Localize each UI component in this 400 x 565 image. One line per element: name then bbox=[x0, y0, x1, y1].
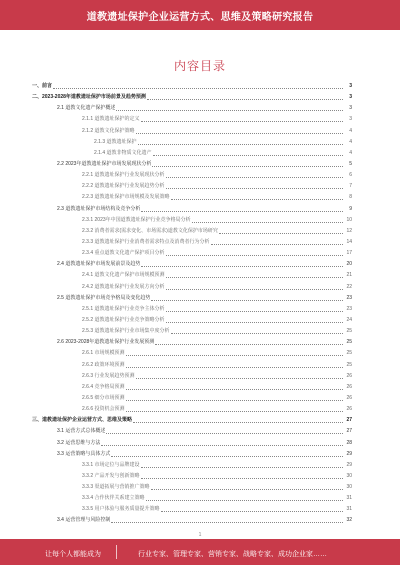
toc-entry-page: 27 bbox=[346, 428, 352, 435]
toc-leader-dots bbox=[106, 432, 343, 434]
toc-entry[interactable] bbox=[32, 127, 352, 136]
toc-leader-dots bbox=[126, 388, 343, 390]
toc-leader-dots bbox=[153, 154, 343, 156]
toc-leader-dots bbox=[126, 366, 343, 368]
toc-entry-title: 2.4.2 道教遗址保护行业发展方向分析 bbox=[82, 283, 165, 290]
toc-entry-page: 4 bbox=[349, 127, 352, 134]
toc-leader-dots bbox=[141, 477, 343, 479]
toc-entry-page: 26 bbox=[346, 394, 352, 401]
toc-entry-page: 4 bbox=[349, 138, 352, 145]
toc-entry-title: 3.3 运营策略与具体方式 bbox=[57, 450, 111, 457]
toc-entry-title: 3.3.1 市场定位与品牌建设 bbox=[82, 461, 140, 468]
toc-entry[interactable] bbox=[32, 171, 352, 180]
toc-leader-dots bbox=[171, 332, 343, 334]
toc-entry-title: 2.1.3 道教遗址保护 bbox=[94, 138, 137, 145]
toc-leader-dots bbox=[166, 321, 343, 323]
toc-entry[interactable] bbox=[32, 93, 352, 102]
toc-entry[interactable] bbox=[32, 516, 352, 525]
toc-entry-page: 31 bbox=[346, 506, 352, 513]
toc-entry-title: 2.5 道教遗址保护市场竞争格局及变化趋势 bbox=[57, 294, 151, 301]
toc-entry-page: 26 bbox=[346, 383, 352, 390]
footer-divider bbox=[116, 545, 117, 559]
toc-leader-dots bbox=[166, 176, 343, 178]
toc-entry-page: 7 bbox=[349, 183, 352, 190]
toc-title: 内容目录 bbox=[173, 59, 226, 73]
toc-entry[interactable] bbox=[32, 104, 352, 113]
footer-slogan: 让每个人都能成为 bbox=[45, 551, 101, 558]
toc-entry[interactable] bbox=[32, 338, 352, 347]
toc-entry-title: 2.2 2023年道教遗址保护市场发展现状分析 bbox=[57, 160, 152, 167]
toc-leader-dots bbox=[111, 455, 343, 457]
toc-entry[interactable] bbox=[32, 483, 352, 492]
toc-entry-page: 3 bbox=[349, 105, 352, 112]
toc-entry[interactable] bbox=[32, 439, 352, 448]
toc-entry[interactable] bbox=[32, 227, 352, 236]
toc-entry-page: 5 bbox=[349, 160, 352, 167]
toc-entry-title: 2.6.5 细分市场预测 bbox=[82, 394, 125, 401]
toc-entry-page: 31 bbox=[346, 495, 352, 502]
toc-entry-title: 3.3.2 产品开发与创新策略 bbox=[82, 472, 140, 479]
toc-entry-page: 25 bbox=[346, 350, 352, 357]
toc-leader-dots bbox=[166, 288, 343, 290]
toc-entry-page: 23 bbox=[346, 305, 352, 312]
toc-entry-title: 2.1 道教文化遗产保护概述 bbox=[57, 105, 116, 112]
toc-leader-dots bbox=[151, 488, 343, 490]
toc-leader-dots bbox=[141, 466, 343, 468]
toc-leader-dots bbox=[141, 210, 343, 212]
toc-leader-dots bbox=[141, 120, 343, 122]
toc-entry[interactable] bbox=[32, 405, 352, 414]
toc-leader-dots bbox=[166, 310, 343, 312]
toc-entry-page: 3 bbox=[349, 83, 352, 89]
toc-entry[interactable] bbox=[32, 361, 352, 370]
toc-entry-title: 3.4 运营管理与风险控制 bbox=[57, 517, 111, 524]
toc-entry-page: 9 bbox=[349, 205, 352, 212]
toc-leader-dots bbox=[151, 299, 343, 301]
toc-leader-dots bbox=[152, 165, 343, 167]
toc-entry-page: 25 bbox=[346, 328, 352, 335]
toc-entry-page: 29 bbox=[346, 450, 352, 457]
toc-entry-page: 28 bbox=[346, 439, 352, 446]
toc-entry[interactable] bbox=[32, 249, 352, 258]
toc-entry[interactable] bbox=[32, 472, 352, 481]
footer-tagline: 行业专家、管理专家、营销专家、战略专家、成功企业家…… bbox=[138, 551, 327, 558]
toc-entry-title: 2.3.2 消费者需求(需求变化、市场需求)道教文化保护市场研究 bbox=[82, 227, 218, 234]
toc-entry[interactable] bbox=[32, 294, 352, 303]
toc-leader-dots bbox=[133, 421, 343, 423]
toc-entry[interactable] bbox=[32, 149, 352, 158]
toc-entry[interactable] bbox=[32, 271, 352, 280]
toc-leader-dots bbox=[166, 187, 343, 189]
toc-leader-dots bbox=[138, 143, 343, 145]
table-of-contents bbox=[32, 82, 352, 526]
toc-entry[interactable] bbox=[32, 305, 352, 314]
toc-leader-dots bbox=[126, 399, 343, 401]
toc-entry-title: 2.6.1 市场规模预测 bbox=[82, 350, 125, 357]
page-number: 1 bbox=[198, 532, 202, 538]
toc-entry-title: 2.6 2023-2028年道教遗址保护行业发展预测 bbox=[57, 339, 155, 346]
toc-leader-dots bbox=[166, 276, 343, 278]
toc-entry-page: 22 bbox=[346, 283, 352, 290]
toc-entry[interactable] bbox=[32, 349, 352, 358]
toc-leader-dots bbox=[53, 87, 343, 89]
toc-entry-page: 24 bbox=[346, 316, 352, 323]
toc-entry[interactable] bbox=[32, 450, 352, 459]
toc-entry-title: 3.2 运营思维与方法 bbox=[57, 439, 101, 446]
page-footer bbox=[0, 539, 400, 565]
report-title: 道教遗址保护企业运营方式、思维及策略研究报告 bbox=[86, 11, 314, 23]
toc-leader-dots bbox=[141, 265, 343, 267]
toc-entry-title: 一、前言 bbox=[32, 83, 53, 89]
toc-entry[interactable] bbox=[32, 260, 352, 269]
toc-entry-page: 10 bbox=[346, 216, 352, 223]
toc-entry-title: 2.4 道教遗址保护市场发展前景及趋势 bbox=[57, 261, 141, 268]
toc-entry-page: 25 bbox=[346, 339, 352, 346]
toc-entry[interactable] bbox=[32, 138, 352, 147]
toc-entry-page: 25 bbox=[346, 361, 352, 368]
toc-entry-title: 2.2.2 道教遗址保护行业发展趋势分析 bbox=[82, 183, 165, 190]
toc-leader-dots bbox=[147, 98, 343, 100]
toc-entry-title: 2.3.1 2023年中国道教遗址保护行业竞争格局分析 bbox=[82, 216, 191, 223]
toc-leader-dots bbox=[219, 232, 343, 234]
toc-entry-title: 2.6.6 投资机会预测 bbox=[82, 406, 125, 413]
toc-entry-title: 2.6.4 竞争格局预测 bbox=[82, 383, 125, 390]
toc-entry-page: 29 bbox=[346, 461, 352, 468]
toc-entry-title: 2.2.1 道教遗址保护行业发展现状分析 bbox=[82, 172, 165, 179]
toc-leader-dots bbox=[171, 198, 343, 200]
toc-leader-dots bbox=[101, 444, 343, 446]
toc-entry-page: 21 bbox=[346, 272, 352, 279]
toc-entry-title: 2.4.1 道教文化遗产保护市场规模预测 bbox=[82, 272, 165, 279]
toc-entry[interactable] bbox=[32, 427, 352, 436]
toc-entry-title: 2.1.4 道教非物质文化遗产 bbox=[94, 149, 152, 156]
toc-entry-title: 2.5.3 道教遗址保护行业市场集中度分析 bbox=[82, 328, 170, 335]
toc-entry-page: 23 bbox=[346, 294, 352, 301]
toc-entry[interactable] bbox=[32, 327, 352, 336]
toc-entry[interactable] bbox=[32, 115, 352, 124]
toc-entry[interactable] bbox=[32, 216, 352, 225]
toc-leader-dots bbox=[146, 499, 343, 501]
toc-entry-title: 2.6.2 政策环境预测 bbox=[82, 361, 125, 368]
toc-entry[interactable] bbox=[32, 494, 352, 503]
page-header bbox=[0, 0, 400, 30]
toc-entry-page: 6 bbox=[349, 172, 352, 179]
toc-entry-page: 12 bbox=[346, 227, 352, 234]
toc-entry-page: 17 bbox=[346, 250, 352, 257]
toc-entry-page: 3 bbox=[349, 94, 352, 101]
toc-entry[interactable] bbox=[32, 416, 352, 425]
toc-entry[interactable] bbox=[32, 193, 352, 202]
toc-entry[interactable] bbox=[32, 205, 352, 214]
toc-entry-title: 2.5.2 道教遗址保护行业竞争策略分析 bbox=[82, 316, 165, 323]
toc-entry-page: 26 bbox=[346, 406, 352, 413]
toc-entry-title: 2.3 道教遗址保护市场结构及竞争分析 bbox=[57, 205, 141, 212]
toc-entry[interactable] bbox=[32, 238, 352, 247]
toc-entry[interactable] bbox=[32, 394, 352, 403]
toc-entry-page: 20 bbox=[346, 261, 352, 268]
toc-entry-page: 32 bbox=[346, 517, 352, 524]
toc-entry-page: 8 bbox=[349, 194, 352, 201]
toc-leader-dots bbox=[161, 510, 343, 512]
toc-entry[interactable] bbox=[32, 383, 352, 392]
toc-entry-title: 3.3.5 用户体验与服务质量提升策略 bbox=[82, 506, 160, 513]
toc-entry-page: 26 bbox=[346, 372, 352, 379]
toc-leader-dots bbox=[211, 243, 343, 245]
toc-leader-dots bbox=[136, 132, 343, 134]
toc-entry-title: 2.2.3 道教遗址保护市场规模及发展策略 bbox=[82, 194, 170, 201]
toc-leader-dots bbox=[192, 221, 343, 223]
toc-entry[interactable] bbox=[32, 372, 352, 381]
toc-entry-title: 2.6.3 行业发展趋势预测 bbox=[82, 372, 135, 379]
toc-entry-page: 4 bbox=[349, 149, 352, 156]
toc-entry[interactable] bbox=[32, 316, 352, 325]
toc-entry-page: 30 bbox=[346, 472, 352, 479]
toc-entry-title: 2.5.1 道教遗址保护行业竞争主体分析 bbox=[82, 305, 165, 312]
toc-entry[interactable] bbox=[32, 82, 352, 91]
toc-entry-title: 3.1 运营方式总体概述 bbox=[57, 428, 106, 435]
toc-entry[interactable] bbox=[32, 505, 352, 514]
toc-leader-dots bbox=[136, 377, 343, 379]
toc-entry-page: 27 bbox=[346, 417, 352, 424]
toc-entry-title: 3.3.4 合作伙伴关系建立策略 bbox=[82, 495, 145, 502]
toc-leader-dots bbox=[166, 254, 343, 256]
toc-leader-dots bbox=[155, 343, 343, 345]
toc-entry-title: 2.1.2 道教文化保护策略 bbox=[82, 127, 135, 134]
toc-entry-title: 3.3.3 渠道拓展与营销推广策略 bbox=[82, 484, 150, 491]
toc-entry-title: 三、道教遗址保护企业运营方式、思维及策略 bbox=[32, 417, 133, 424]
toc-entry-page: 30 bbox=[346, 484, 352, 491]
toc-leader-dots bbox=[111, 521, 343, 523]
toc-entry[interactable] bbox=[32, 182, 352, 191]
toc-entry-title: 2.3.3 道教遗址保护行业消费者需求特点及消费者行为分析 bbox=[82, 238, 210, 245]
toc-entry-title: 二、2023-2028年道教遗址保护市场前景及趋势预测 bbox=[32, 94, 146, 101]
toc-entry-title: 2.1.1 道教遗址保护的定义 bbox=[82, 116, 140, 123]
toc-leader-dots bbox=[126, 354, 343, 356]
toc-entry-page: 14 bbox=[346, 238, 352, 245]
toc-entry-title: 2.3.4 重点道教文化遗产保护项目分析 bbox=[82, 250, 165, 257]
toc-leader-dots bbox=[126, 410, 343, 412]
toc-entry[interactable] bbox=[32, 461, 352, 470]
toc-leader-dots bbox=[116, 109, 343, 111]
toc-entry[interactable] bbox=[32, 283, 352, 292]
toc-entry[interactable] bbox=[32, 160, 352, 169]
toc-entry-page: 3 bbox=[349, 116, 352, 123]
